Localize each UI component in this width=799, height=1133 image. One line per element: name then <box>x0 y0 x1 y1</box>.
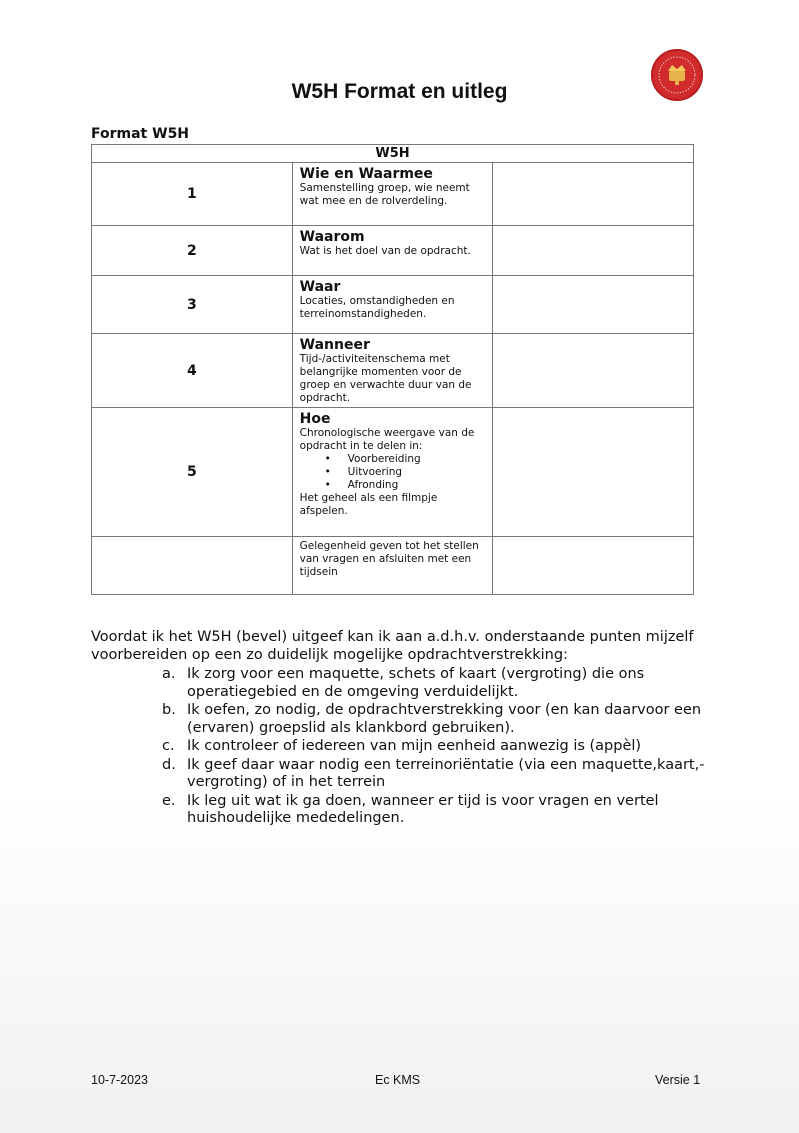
row-description <box>292 226 493 276</box>
row-heading: Wanneer <box>299 337 370 353</box>
list-text: Ik geef daar waar nodig een terreinoriëntatie (via een maquette,kaart,- vergroting) of in het terrein <box>187 756 705 790</box>
list-text: Ik oefen, zo nodig, de opdrachtverstrekking voor (en kan daarvoor een (ervaren) groepslid als klankbord gebruiken). <box>187 702 702 736</box>
row-number: 1 <box>92 163 293 226</box>
page-title: W5H Format en uitleg <box>291 80 508 103</box>
row-description <box>292 163 493 226</box>
list-marker: d. <box>162 756 176 773</box>
row-heading: Hoe <box>299 411 331 427</box>
row-text: Tijd-/activiteitenschema met belangrijke momenten voor de groep en verwachte duur van de opdracht. <box>299 353 472 404</box>
row-description <box>292 408 493 537</box>
footer-date: 10-7-2023 <box>91 1073 148 1087</box>
list-marker: e. <box>162 792 176 809</box>
table-row <box>92 334 694 408</box>
row-number: 4 <box>92 334 293 408</box>
table-header: W5H <box>92 145 694 163</box>
list-text: Ik zorg voor een maquette, schets of kaart (vergroting) die ons operatiegebied en de omgeving verduidelijkt. <box>187 666 645 700</box>
row-description <box>292 334 493 408</box>
list-item <box>162 793 722 828</box>
list-marker: a. <box>162 666 176 682</box>
table-row <box>92 537 694 595</box>
section-label: Format W5H <box>91 126 190 142</box>
list-item <box>162 757 722 792</box>
list-marker: c. <box>162 738 175 754</box>
preparation-list <box>162 666 722 829</box>
list-text: Ik controleer of iedereen van mijn eenheid aanwezig is (appèl) <box>187 738 642 754</box>
row-number: 5 <box>92 408 293 537</box>
w5h-table <box>91 144 694 595</box>
list-item <box>162 702 722 737</box>
table-row <box>92 276 694 334</box>
footer-version: Versie 1 <box>655 1073 701 1087</box>
row-text: Gelegenheid geven tot het stellen van vragen en afsluiten met een tijdsein <box>299 540 479 578</box>
row-input-cell[interactable] <box>493 163 694 226</box>
row-text: Wat is het doel van de opdracht. <box>299 245 471 257</box>
row-heading: Wie en Waarmee <box>299 166 433 182</box>
list-item <box>162 738 722 756</box>
list-item: • Voorbereiding <box>348 453 487 466</box>
table-row <box>92 163 694 226</box>
intro-paragraph: Voordat ik het W5H (bevel) uitgeef kan ik aan a.d.h.v. onderstaande punten mijzelf voorbereiden op een zo duidelijk mogelijke opdrachtverstrekking: <box>91 629 694 663</box>
footer-author: Ec KMS <box>375 1073 421 1087</box>
table-row <box>92 226 694 276</box>
row-input-cell[interactable] <box>493 408 694 537</box>
table-row <box>92 408 694 537</box>
row-text: Chronologische weergave van de opdracht in te delen in: <box>299 427 475 452</box>
list-item: • Afronding <box>348 479 487 492</box>
row-heading: Waarom <box>299 229 365 245</box>
row-input-cell[interactable] <box>493 334 694 408</box>
row-number <box>92 537 293 595</box>
row-input-cell[interactable] <box>493 226 694 276</box>
row-input-cell[interactable] <box>493 537 694 595</box>
row-description <box>292 537 493 595</box>
row-text-after: Het geheel als een filmpje afspelen. <box>299 492 438 517</box>
row-number: 2 <box>92 226 293 276</box>
list-marker: b. <box>162 702 176 718</box>
row-description <box>292 276 493 334</box>
list-text: Ik leg uit wat ik ga doen, wanneer er tijd is voor vragen en vertel huishoudelijke mededelingen. <box>187 792 659 826</box>
row-text: Samenstelling groep, wie neemt wat mee en de rolverdeling. <box>299 182 470 207</box>
list-item: • Uitvoering <box>348 466 487 479</box>
list-item <box>162 666 722 701</box>
row-input-cell[interactable] <box>493 276 694 334</box>
phase-list <box>300 453 487 492</box>
row-heading: Waar <box>299 279 341 295</box>
row-number: 3 <box>92 276 293 334</box>
row-text: Locaties, omstandigheden en terreinomstandigheden. <box>299 295 455 320</box>
